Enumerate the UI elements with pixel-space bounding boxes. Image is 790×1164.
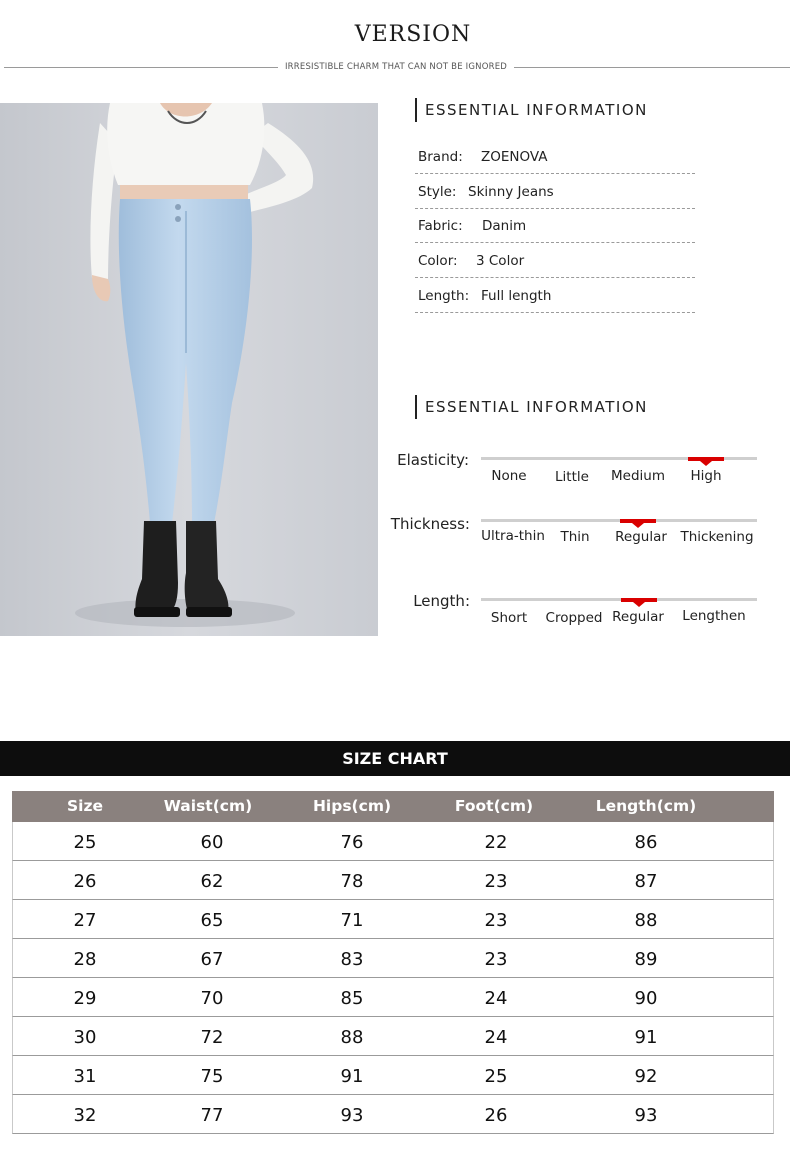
info-label: Style: xyxy=(418,184,457,200)
elasticity-option: Medium xyxy=(611,468,665,484)
divider-right xyxy=(514,67,790,68)
table-cell: 71 xyxy=(340,910,364,931)
table-cell: 77 xyxy=(200,1105,224,1126)
thickness-track xyxy=(481,519,757,522)
table-row xyxy=(12,1056,774,1095)
length-option: Cropped xyxy=(545,610,603,626)
page-title: VERSION xyxy=(354,22,472,47)
table-cell: 89 xyxy=(634,949,658,970)
table-cell: 88 xyxy=(340,1027,364,1048)
model-jeans-illustration xyxy=(0,103,378,636)
info-value: Danim xyxy=(482,218,527,234)
length-option: Short xyxy=(490,610,528,626)
table-cell: 23 xyxy=(484,949,508,970)
table-row xyxy=(12,939,774,978)
page-subtitle: IRRESISTIBLE CHARM THAT CAN NOT BE IGNORED xyxy=(284,62,508,72)
table-cell: 93 xyxy=(634,1105,658,1126)
info-value: Skinny Jeans xyxy=(468,184,554,200)
column-header: Foot(cm) xyxy=(454,797,534,815)
column-header: Hips(cm) xyxy=(312,797,392,815)
table-row xyxy=(12,1095,774,1134)
info-row-style xyxy=(415,175,695,209)
table-cell: 78 xyxy=(340,871,364,892)
essential-info-heading: ESSENTIAL INFORMATION xyxy=(415,98,648,122)
table-cell: 93 xyxy=(340,1105,364,1126)
table-cell: 25 xyxy=(73,832,97,853)
table-cell: 24 xyxy=(484,988,508,1009)
table-cell: 72 xyxy=(200,1027,224,1048)
info-row-color xyxy=(415,244,695,278)
table-cell: 26 xyxy=(484,1105,508,1126)
info-value: Full length xyxy=(481,288,552,304)
table-cell: 29 xyxy=(73,988,97,1009)
table-cell: 67 xyxy=(200,949,224,970)
table-row xyxy=(12,900,774,939)
table-cell: 24 xyxy=(484,1027,508,1048)
elasticity-label: Elasticity: xyxy=(397,451,469,469)
length-label: Length: xyxy=(413,592,470,610)
thickness-option: Ultra-thin xyxy=(481,528,545,544)
table-cell: 70 xyxy=(200,988,224,1009)
elasticity-option: Little xyxy=(555,469,589,485)
size-chart-table xyxy=(12,791,774,1134)
column-header: Waist(cm) xyxy=(163,797,253,815)
table-cell: 92 xyxy=(634,1066,658,1087)
info-label: Color: xyxy=(418,253,458,269)
table-cell: 28 xyxy=(73,949,97,970)
thickness-label: Thickness: xyxy=(390,515,470,533)
table-cell: 65 xyxy=(200,910,224,931)
elasticity-selected-marker xyxy=(688,457,724,461)
table-cell: 91 xyxy=(340,1066,364,1087)
table-cell: 31 xyxy=(73,1066,97,1087)
table-cell: 23 xyxy=(484,871,508,892)
elasticity-option: None xyxy=(491,468,527,484)
info-row-brand xyxy=(415,140,695,174)
product-photo xyxy=(0,103,378,636)
column-header: Length(cm) xyxy=(595,797,697,815)
table-cell: 26 xyxy=(73,871,97,892)
table-cell: 25 xyxy=(484,1066,508,1087)
info-value: 3 Color xyxy=(476,253,525,269)
thickness-selected-marker xyxy=(620,519,656,523)
divider-left xyxy=(4,67,278,68)
table-row xyxy=(12,978,774,1017)
thickness-option: Thickening xyxy=(680,529,754,545)
length-selected-marker xyxy=(621,598,657,602)
table-cell: 32 xyxy=(73,1105,97,1126)
table-cell: 90 xyxy=(634,988,658,1009)
info-row-fabric xyxy=(415,209,695,243)
info-label: Length: xyxy=(418,288,470,304)
size-chart-title: SIZE CHART xyxy=(0,741,790,776)
table-cell: 76 xyxy=(340,832,364,853)
table-cell: 30 xyxy=(73,1027,97,1048)
length-option: Lengthen xyxy=(682,608,746,624)
size-chart-header xyxy=(12,791,774,822)
info-row-length xyxy=(415,279,695,313)
length-option-selected: Regular xyxy=(612,609,664,625)
table-row xyxy=(12,822,774,861)
column-header: Size xyxy=(66,797,104,815)
table-cell: 75 xyxy=(200,1066,224,1087)
thickness-option: Thin xyxy=(560,529,590,545)
info-label: Brand: xyxy=(418,149,463,165)
table-cell: 86 xyxy=(634,832,658,853)
length-track xyxy=(481,598,757,601)
thickness-option-selected: Regular xyxy=(615,529,667,545)
table-cell: 88 xyxy=(634,910,658,931)
elasticity-option-selected: High xyxy=(690,468,722,484)
table-cell: 91 xyxy=(634,1027,658,1048)
table-cell: 27 xyxy=(73,910,97,931)
info-value: ZOENOVA xyxy=(481,149,548,165)
table-cell: 23 xyxy=(484,910,508,931)
table-row xyxy=(12,1017,774,1056)
table-cell: 62 xyxy=(200,871,224,892)
table-cell: 60 xyxy=(200,832,224,853)
table-cell: 85 xyxy=(340,988,364,1009)
table-cell: 83 xyxy=(340,949,364,970)
table-cell: 87 xyxy=(634,871,658,892)
table-row xyxy=(12,861,774,900)
info-label: Fabric: xyxy=(418,218,463,234)
attributes-heading: ESSENTIAL INFORMATION xyxy=(415,395,648,419)
table-cell: 22 xyxy=(484,832,508,853)
